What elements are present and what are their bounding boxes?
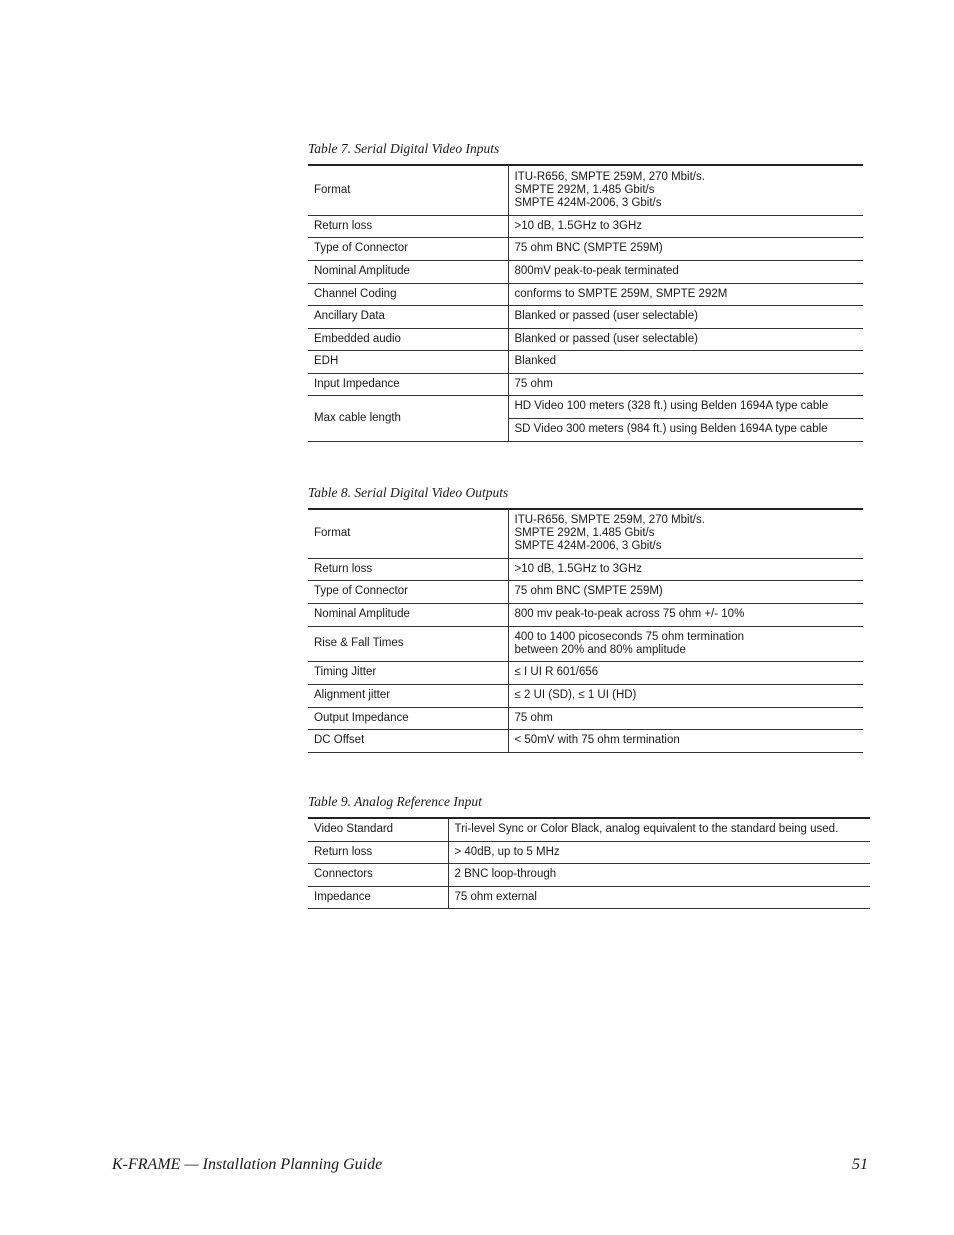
table-row — [308, 373, 863, 395]
row-value: 75 ohm BNC (SMPTE 259M) — [508, 580, 863, 603]
table-row — [308, 395, 863, 418]
table-row — [308, 558, 863, 580]
row-value: HD Video 100 meters (328 ft.) using Belden 1694A type cable — [508, 395, 863, 418]
row-value: SD Video 300 meters (984 ft.) using Belden 1694A type cable — [508, 418, 863, 441]
row-label: DC Offset — [308, 729, 508, 752]
value-line: SMPTE 292M, 1.485 Gbit/s — [514, 183, 655, 196]
row-label: Timing Jitter — [308, 661, 508, 684]
table-row — [308, 283, 863, 305]
value-line: 400 to 1400 picoseconds 75 ohm termination — [514, 630, 745, 643]
row-label: Embedded audio — [308, 328, 508, 350]
row-label: Video Standard — [308, 818, 448, 841]
table-row — [308, 863, 870, 886]
row-value: conforms to SMPTE 259M, SMPTE 292M — [508, 283, 863, 305]
table-row — [308, 580, 863, 603]
row-value — [508, 165, 863, 215]
row-value: 75 ohm external — [448, 886, 870, 908]
table-row — [308, 707, 863, 729]
value-line: between 20% and 80% amplitude — [514, 643, 686, 656]
row-value: 800mV peak-to-peak terminated — [508, 260, 863, 283]
row-value — [508, 509, 863, 558]
row-label: Input Impedance — [308, 373, 508, 395]
row-label: Nominal Amplitude — [308, 603, 508, 626]
row-label: Connectors — [308, 863, 448, 886]
row-value: Blanked — [508, 350, 863, 373]
table-row — [308, 215, 863, 237]
table-row — [308, 237, 863, 260]
row-label: Channel Coding — [308, 283, 508, 305]
table-row — [308, 729, 863, 752]
table-row — [308, 661, 863, 684]
row-value — [508, 626, 863, 661]
row-label: Max cable length — [308, 395, 508, 441]
row-label: Impedance — [308, 886, 448, 908]
table-row — [308, 165, 863, 215]
table9-caption: Table 9. Analog Reference Input — [308, 794, 482, 809]
row-label: Type of Connector — [308, 237, 508, 260]
table-row — [308, 886, 870, 908]
row-value: 800 mv peak-to-peak across 75 ohm +/- 10% — [508, 603, 863, 626]
table-row — [308, 684, 863, 707]
row-value: ≤ I UI R 601/656 — [508, 661, 863, 684]
row-label: Return loss — [308, 841, 448, 863]
row-value: 75 ohm — [508, 373, 863, 395]
row-value: < 50mV with 75 ohm termination — [508, 729, 863, 752]
page-number: 51 — [852, 1156, 868, 1173]
analog-reference-input-table — [308, 817, 870, 909]
row-label: Ancillary Data — [308, 305, 508, 328]
row-label: Rise & Fall Times — [308, 626, 508, 661]
table-row — [308, 626, 863, 661]
row-label: EDH — [308, 350, 508, 373]
row-value: Tri-level Sync or Color Black, analog equivalent to the standard being used. — [448, 818, 870, 841]
row-value: 75 ohm — [508, 707, 863, 729]
value-line: SMPTE 424M-2006, 3 Gbit/s — [514, 196, 662, 209]
row-value: Blanked or passed (user selectable) — [508, 328, 863, 350]
row-value: ≤ 2 UI (SD), ≤ 1 UI (HD) — [508, 684, 863, 707]
table8-caption: Table 8. Serial Digital Video Outputs — [308, 485, 509, 500]
serial-digital-video-outputs-table — [308, 508, 863, 753]
row-label: Nominal Amplitude — [308, 260, 508, 283]
serial-digital-video-inputs-table — [308, 164, 863, 442]
table-row — [308, 328, 863, 350]
table7-caption: Table 7. Serial Digital Video Inputs — [308, 141, 500, 156]
row-label: Type of Connector — [308, 580, 508, 603]
table-row — [308, 841, 870, 863]
table-row — [308, 818, 870, 841]
value-line: ITU-R656, SMPTE 259M, 270 Mbit/s. — [514, 170, 705, 183]
row-value: 75 ohm BNC (SMPTE 259M) — [508, 237, 863, 260]
value-line: SMPTE 292M, 1.485 Gbit/s — [514, 527, 655, 540]
footer-title: K-FRAME — Installation Planning Guide — [112, 1156, 383, 1173]
row-value: Blanked or passed (user selectable) — [508, 305, 863, 328]
table-row — [308, 260, 863, 283]
row-value: > 40dB, up to 5 MHz — [448, 841, 870, 863]
table-row — [308, 603, 863, 626]
table-row — [308, 509, 863, 558]
row-label: Format — [308, 509, 508, 558]
value-line: ITU-R656, SMPTE 259M, 270 Mbit/s. — [514, 514, 705, 527]
row-value: >10 dB, 1.5GHz to 3GHz — [508, 558, 863, 580]
row-label: Return loss — [308, 558, 508, 580]
row-label: Alignment jitter — [308, 684, 508, 707]
table-row — [308, 305, 863, 328]
table-row — [308, 350, 863, 373]
value-line: SMPTE 424M-2006, 3 Gbit/s — [514, 540, 662, 553]
row-label: Return loss — [308, 215, 508, 237]
row-label: Output Impedance — [308, 707, 508, 729]
row-label: Format — [308, 165, 508, 215]
row-value: >10 dB, 1.5GHz to 3GHz — [508, 215, 863, 237]
row-value: 2 BNC loop-through — [448, 863, 870, 886]
